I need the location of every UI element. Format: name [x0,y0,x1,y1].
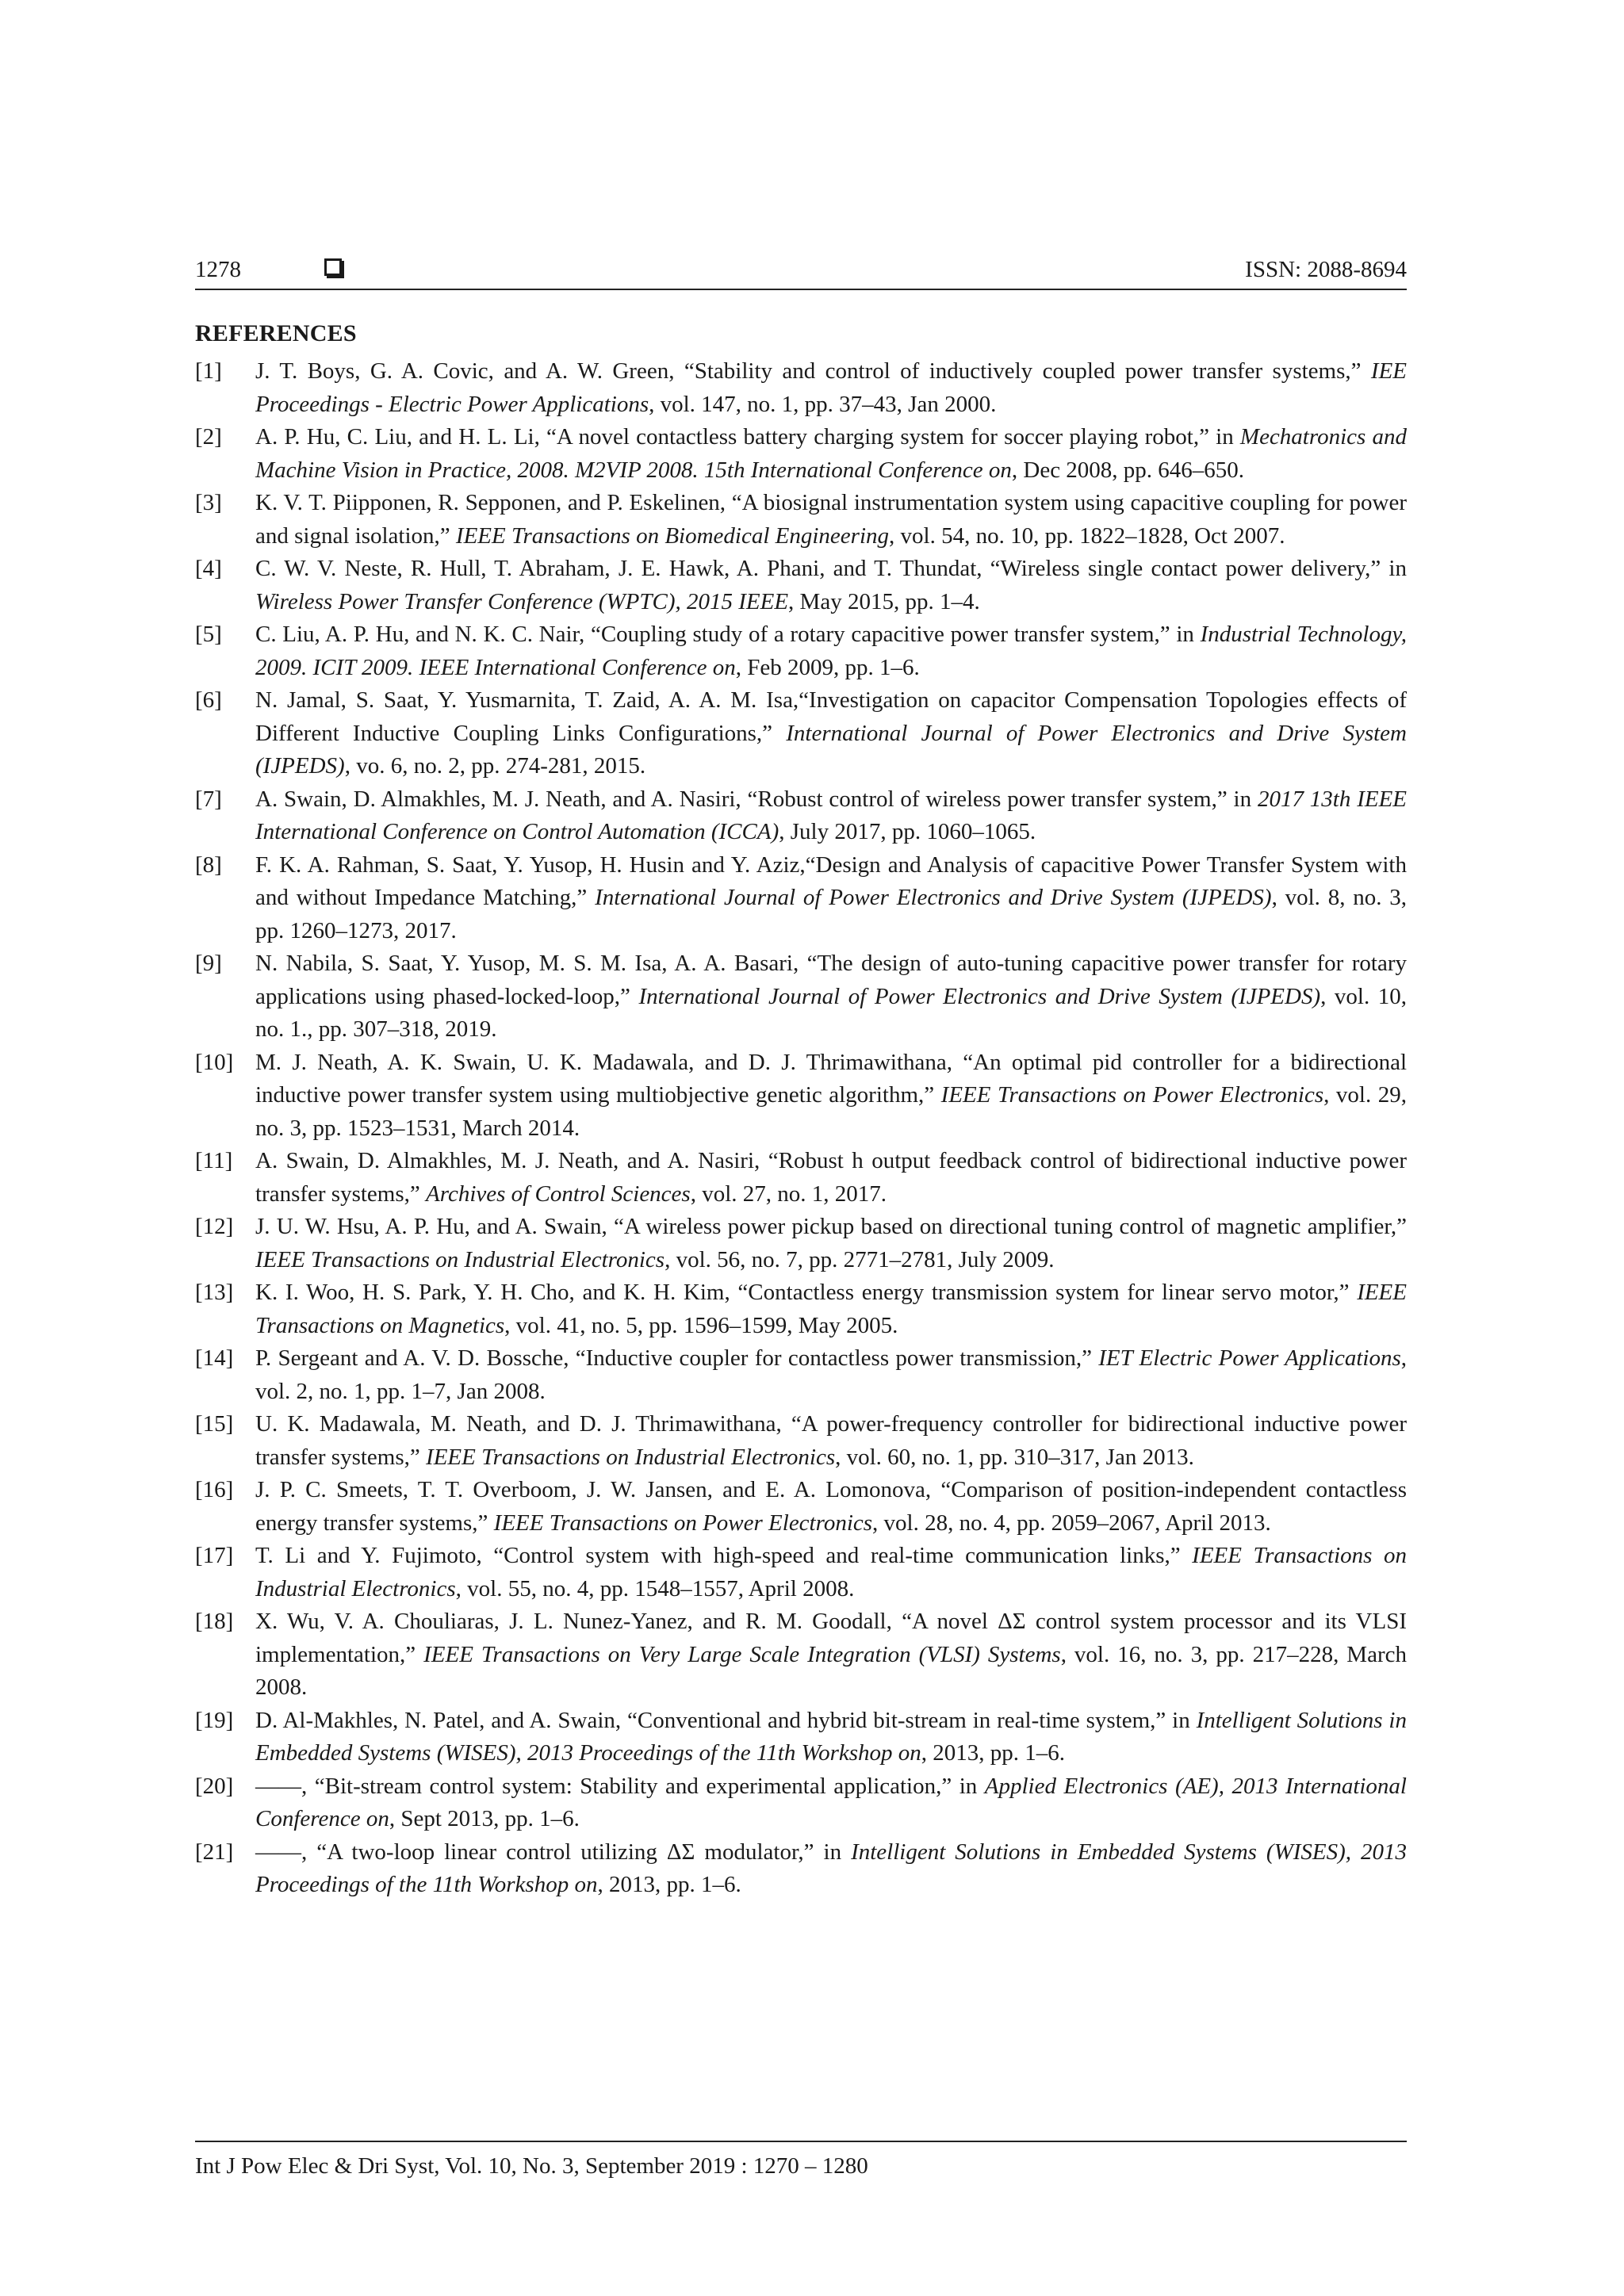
reference-text: ——, “Bit-stream control system: Stability and experimental application,” in [255,1773,985,1799]
page-footer [195,2141,1407,2179]
reference-number: [11] [195,1148,233,1173]
reference-text: , vol. 41, no. 5, pp. 1596–1599, May 2005. [504,1312,898,1338]
reference-item [195,421,1407,487]
reference-item [195,1342,1407,1408]
reference-number: [15] [195,1411,234,1437]
reference-number: [10] [195,1049,234,1075]
reference-venue: IEEE Transactions on Power Electronics [493,1510,873,1536]
reference-venue: Applied Electronics (AE), 2013 International Conference on [255,1773,1407,1831]
reference-text: M. J. Neath, A. K. Swain, U. K. Madawala, and D. J. Thrimawithana, “An optimal pid controller for a bidirectional inductive power transfer system using multiobjective genetic algorithm,” [255,1049,1407,1108]
reference-text: , vol. 147, no. 1, pp. 37–43, Jan 2000. [649,391,997,417]
reference-number: [16] [195,1477,234,1502]
reference-item [195,783,1407,849]
page-number: 1278 [195,257,241,282]
square-box-icon [324,258,342,276]
reference-text: , Feb 2009, pp. 1–6. [735,654,920,680]
reference-item [195,618,1407,684]
reference-text: , vo. 6, no. 2, pp. 274-281, 2015. [344,753,646,779]
reference-text: , vol. 60, no. 1, pp. 310–317, Jan 2013. [835,1444,1194,1470]
reference-text: N. Nabila, S. Saat, Y. Yusop, M. S. M. Isa, A. A. Basari, “The design of auto-tuning capacitive power transfer for rotary applications using phased-locked-loop,” [255,951,1407,1009]
reference-venue: IEEE Transactions on Magnetics [255,1280,1407,1338]
reference-text: N. Jamal, S. Saat, Y. Yusmarnita, T. Zaid, A. A. M. Isa,“Investigation on capacitor Compensation Topologies effects of Different Inductive Coupling Links Configurations,” [255,687,1407,746]
reference-venue: IEEE Transactions on Very Large Scale Integration (VLSI) Systems [423,1641,1061,1667]
reference-text: A. Swain, D. Almakhles, M. J. Neath, and A. Nasiri, “Robust control of wireless power transfer system,” in [255,786,1258,812]
reference-venue: IEEE Transactions on Biomedical Engineering [455,522,890,549]
reference-venue: Intelligent Solutions in Embedded Systems (WISES), 2013 Proceedings of the 11th Workshop on [255,1707,1407,1766]
reference-number: [12] [195,1214,234,1239]
reference-text: , vol. 54, no. 10, pp. 1822–1828, Oct 2007. [889,522,1285,549]
reference-venue: IEEE Transactions on Industrial Electronics [426,1444,836,1470]
reference-number: [5] [195,622,222,647]
reference-text: , vol. 28, no. 4, pp. 2059–2067, April 2013. [872,1510,1271,1536]
reference-item [195,553,1407,618]
reference-item [195,1276,1407,1342]
reference-text: , vol. 2, no. 1, pp. 1–7, Jan 2008. [255,1345,1407,1404]
reference-item [195,1705,1407,1770]
reference-venue: 2017 13th IEEE International Conference on Control Automation (ICCA) [255,786,1408,844]
reference-text: A. P. Hu, C. Liu, and H. L. Li, “A novel contactless battery charging system for soccer playing robot,” in [255,424,1240,450]
reference-number: [20] [195,1773,234,1799]
reference-text: , Sept 2013, pp. 1–6. [389,1806,580,1831]
reference-venue: International Journal of Power Electronics and Drive System (IJPEDS) [255,720,1407,779]
reference-text: , July 2017, pp. 1060–1065. [779,819,1036,844]
reference-text: T. Li and Y. Fujimoto, “Control system with high-speed and real-time communication links,” [255,1543,1193,1568]
reference-text: , 2013, pp. 1–6. [921,1740,1066,1766]
reference-item [195,1605,1407,1705]
reference-item [195,1145,1407,1211]
reference-item [195,849,1407,948]
reference-text: J. U. W. Hsu, A. P. Hu, and A. Swain, “A wireless power pickup based on directional tuning control of magnetic amplifier,” [255,1214,1407,1239]
reference-item [195,684,1407,783]
reference-venue: IEEE Transactions on Industrial Electronics [255,1543,1407,1601]
reference-text: , vol. 56, no. 7, pp. 2771–2781, July 2009. [665,1246,1055,1272]
reference-text: , vol. 10, no. 1., pp. 307–318, 2019. [255,983,1408,1042]
reference-item [195,487,1407,553]
reference-text: K. V. T. Piipponen, R. Sepponen, and P. Eskelinen, “A biosignal instrumentation system using capacitive coupling for power and signal isolation,” [255,490,1407,549]
reference-text: , vol. 16, no. 3, pp. 217–228, March 2008. [255,1641,1407,1700]
reference-number: [3] [195,490,222,515]
reference-list [195,355,1407,1902]
reference-item [195,1474,1407,1540]
reference-text: ——, “A two-loop linear control utilizing ΔΣ modulator,” in [255,1839,852,1865]
reference-text: C. W. V. Neste, R. Hull, T. Abraham, J. E. Hawk, A. Phani, and T. Thundat, “Wireless single contact power delivery,” in [255,556,1407,581]
journal-citation: Int J Pow Elec & Dri Syst, Vol. 10, No. 3, September 2019 : 1270 – 1280 [195,2153,868,2179]
reference-venue: IEE Proceedings - Electric Power Applications [255,358,1407,417]
reference-item [195,947,1407,1047]
reference-venue: IEEE Transactions on Industrial Electronics [255,1246,665,1272]
reference-item [195,1211,1407,1276]
reference-text: A. Swain, D. Almakhles, M. J. Neath, and A. Nasiri, “Robust h output feedback control of bidirectional inductive power transfer systems,” [255,1148,1407,1207]
reference-number: [9] [195,951,222,976]
reference-venue: Archives of Control Sciences [426,1181,691,1207]
reference-venue: Intelligent Solutions in Embedded Systems (WISES), 2013 Proceedings of the 11th Workshop on [255,1839,1407,1897]
reference-venue: International Journal of Power Electronics and Drive System (IJPEDS) [638,983,1321,1009]
reference-text: , vol. 8, no. 3, pp. 1260–1273, 2017. [255,885,1407,943]
reference-text: J. P. C. Smeets, T. T. Overboom, J. W. Jansen, and E. A. Lomonova, “Comparison of position-independent contactless energy transfer systems,” [255,1477,1407,1536]
reference-number: [8] [195,851,222,878]
reference-text: J. T. Boys, G. A. Covic, and A. W. Green, “Stability and control of inductively coupled power transfer systems,” [255,358,1371,384]
reference-number: [14] [195,1345,234,1371]
reference-number: [2] [195,424,222,450]
reference-item [195,355,1407,421]
reference-number: [7] [195,786,222,812]
reference-text: , vol. 55, no. 4, pp. 1548–1557, April 2008. [455,1575,855,1601]
reference-number: [18] [195,1609,234,1634]
reference-number: [21] [195,1839,234,1865]
reference-text: , vol. 27, no. 1, 2017. [690,1181,887,1207]
reference-item [195,1836,1407,1902]
references-section [195,320,1407,1902]
reference-number: [1] [195,358,222,384]
reference-number: [17] [195,1543,234,1568]
reference-venue: Industrial Technology, 2009. ICIT 2009. IEEE International Conference on [255,622,1407,680]
reference-venue: Wireless Power Transfer Conference (WPTC), 2015 IEEE [255,588,789,614]
reference-venue: International Journal of Power Electronics and Drive System (IJPEDS) [595,885,1272,910]
reference-text: , May 2015, pp. 1–4. [788,588,980,614]
reference-number: [4] [195,556,222,581]
reference-text: U. K. Madawala, M. Neath, and D. J. Thrimawithana, “A power-frequency controller for bidirectional inductive power transfer systems,” [255,1411,1407,1470]
reference-text: P. Sergeant and A. V. D. Bossche, “Inductive coupler for contactless power transmission,” [255,1345,1099,1371]
reference-item [195,1540,1407,1605]
page-header [195,252,1407,290]
reference-venue: IEEE Transactions on Power Electronics [940,1082,1324,1108]
reference-item [195,1770,1407,1836]
reference-number: [13] [195,1280,234,1305]
reference-venue: Mechatronics and Machine Vision in Practice, 2008. M2VIP 2008. 15th International Conference on [255,424,1407,483]
reference-item [195,1047,1407,1146]
references-heading: REFERENCES [195,320,357,346]
reference-item [195,1408,1407,1474]
reference-number: [6] [195,687,222,713]
reference-text: F. K. A. Rahman, S. Saat, Y. Yusop, H. Husin and Y. Aziz,“Design and Analysis of capacitive Power Transfer System with and without Impedance Matching,” [255,851,1407,910]
reference-text: , vol. 29, no. 3, pp. 1523–1531, March 2014. [255,1082,1407,1141]
issn-label: ISSN: 2088-8694 [1245,257,1407,282]
reference-text: X. Wu, V. A. Chouliaras, J. L. Nunez-Yanez, and R. M. Goodall, “A novel ΔΣ control system processor and its VLSI implementation,” [255,1609,1407,1667]
reference-text: , 2013, pp. 1–6. [597,1872,741,1897]
reference-number: [19] [195,1707,234,1733]
reference-text: D. Al-Makhles, N. Patel, and A. Swain, “Conventional and hybrid bit-stream in real-time system,” in [255,1707,1197,1733]
reference-text: K. I. Woo, H. S. Park, Y. H. Cho, and K. H. Kim, “Contactless energy transmission system for linear servo motor,” [255,1280,1358,1305]
reference-text: C. Liu, A. P. Hu, and N. K. C. Nair, “Coupling study of a rotary capacitive power transfer system,” in [255,622,1201,647]
reference-venue: IET Electric Power Applications [1098,1345,1401,1371]
reference-text: , Dec 2008, pp. 646–650. [1011,457,1245,483]
